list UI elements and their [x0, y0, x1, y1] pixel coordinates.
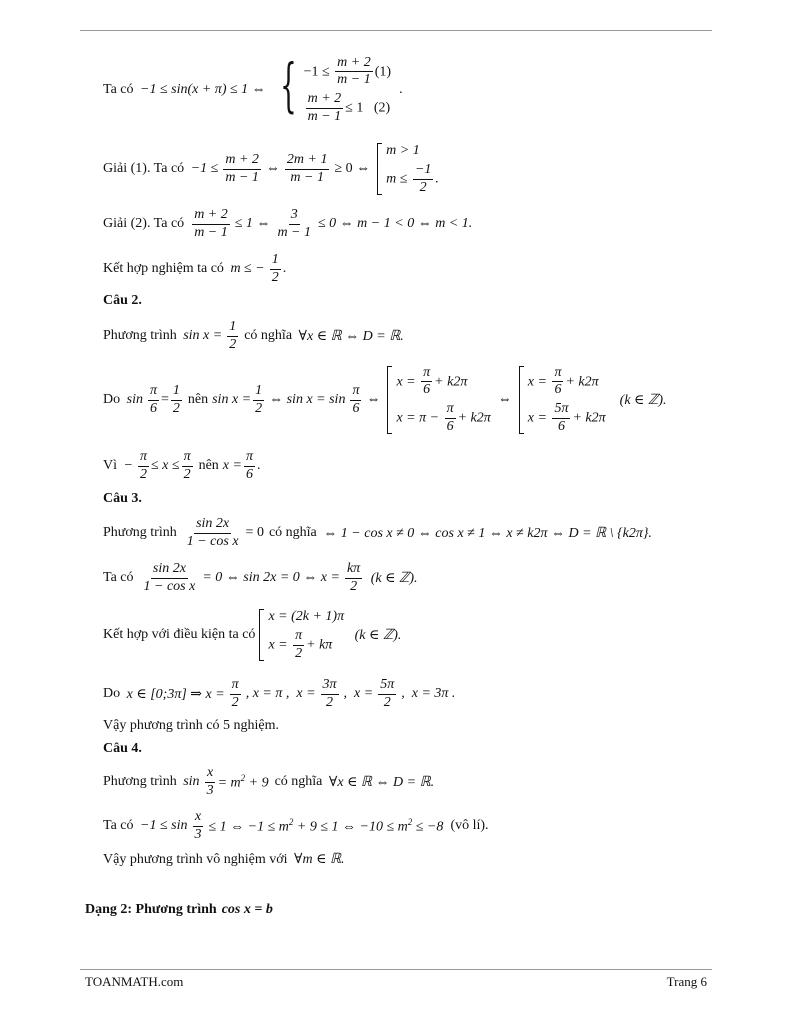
line-sin-bound: Ta có −1 ≤ sin(x + π) ≤ 1 ⇔ { −1 ≤ $\frac{m + 2}{m - 1}$ (1) $\frac{m + 2}{m - 1}$ ≤ 1 (2) . — [103, 50, 403, 124]
c3-line-3: Kết hợp với điều kiện ta có x = (2k + 1)π x = $\frac{\pi}{2}$ + kπ (k ∈ ℤ). — [103, 608, 402, 661]
c3-line-4: Do x ∈ [0;3π] ⇒ x = $\frac{\pi}{2}$ , x = π , x = $\frac{3\pi}{2}$ , x = $\frac{5\pi}{2}$ , x = 3π . — [103, 676, 456, 710]
c2-line-1: Phương trình sin x = $\frac{1}{2}$ có nghĩa ∀x ∈ ℝ ⇔ D = ℝ. — [103, 318, 404, 352]
header-rule — [80, 30, 712, 31]
footer-rule — [80, 969, 712, 970]
c3-line-1: Phương trình $\frac{\sin 2x}{\text{1 − cos x}}$ = 0 có nghĩa ⇔ 1 − cos x ≠ 0 ⇔ cos x ≠ 1 ⇔ x ≠ k2π ⇔ D = ℝ \ {k2π}. — [103, 515, 652, 549]
heading-cau-4: Câu 4. — [103, 741, 142, 756]
footer-page-number: Trang 6 — [666, 974, 707, 989]
c4-line-3: Vậy phương trình vô nghiệm với ∀m ∈ ℝ. — [103, 851, 345, 867]
heading-cau-2: Câu 2. — [103, 293, 142, 308]
system-brace: { −1 ≤ $\frac{m + 2}{m - 1}$ (1) $\frac{m + 2}{m - 1}$ ≤ 1 (2) — [279, 50, 392, 124]
c4-line-1: Phương trình sin $\frac{x}{3}$ = $m^2 + 9$ có nghĩa ∀x ∈ ℝ ⇔ D = ℝ. — [103, 764, 435, 798]
c3-line-2: Ta có $\frac{\sin 2x}{\text{1 − cos x}}$ = 0 ⇔ sin 2x = 0 ⇔ x = $\frac{k\pi}{2}$ (k ∈ ℤ). — [103, 560, 418, 594]
c2-line-3: Vì − $\frac{\pi}{2}$ ≤ x ≤ $\frac{\pi}{2}$ nên x = $\frac{\pi}{6}$ . — [103, 448, 261, 482]
c3-line-5: Vậy phương trình có 5 nghiệm. — [103, 718, 279, 733]
line-solve-1: Giải (1) . Ta có −1 ≤ $\frac{m + 2}{m - 1}$ ⇔ $\frac{2m + 1}{m - 1}$ ≥ 0 ⇔ m > 1 m ≤ $\frac{-1}{2}$ . — [103, 142, 439, 195]
section-dang-2: Dạng 2: Phương trình cos x = b — [85, 902, 273, 917]
heading-cau-3: Câu 3. — [103, 491, 142, 506]
line-combine: Kết hợp nghiệm ta có m ≤ − $\frac{1}{2}$ . — [103, 251, 287, 285]
c2-line-2: Do sin $\frac{\pi}{6}$ = $\frac{1}{2}$ nên sin x = $\frac{1}{2}$ ⇔ sin x = sin $\frac{\pi}{6}$ ⇔ x = $\frac{\pi}{6}$ + k2π x = π − $\frac{\pi}{6}$ + k2π ⇔ x = $\frac{\pi}{6}$ + k2π x = $\frac{5\pi}{6}$ + k2π (k ∈ ℤ). — [103, 364, 667, 434]
line-solve-2: Giải (2) . Ta có $\frac{m + 2}{m - 1}$ ≤ 1 ⇔ $\frac{3}{m - 1}$ ≤ 0 ⇔ m − 1 < 0 ⇔ m < 1. — [103, 206, 473, 240]
footer-site[interactable]: TOANMATH.com — [85, 974, 184, 989]
c4-line-2: Ta có −1 ≤ sin $\frac{x}{3}$ ≤ 1 ⇔ $-1 \le m^2 + 9 \le 1$ ⇔ $-10 \le m^2 \le -8$ (vô lí). — [103, 808, 489, 842]
